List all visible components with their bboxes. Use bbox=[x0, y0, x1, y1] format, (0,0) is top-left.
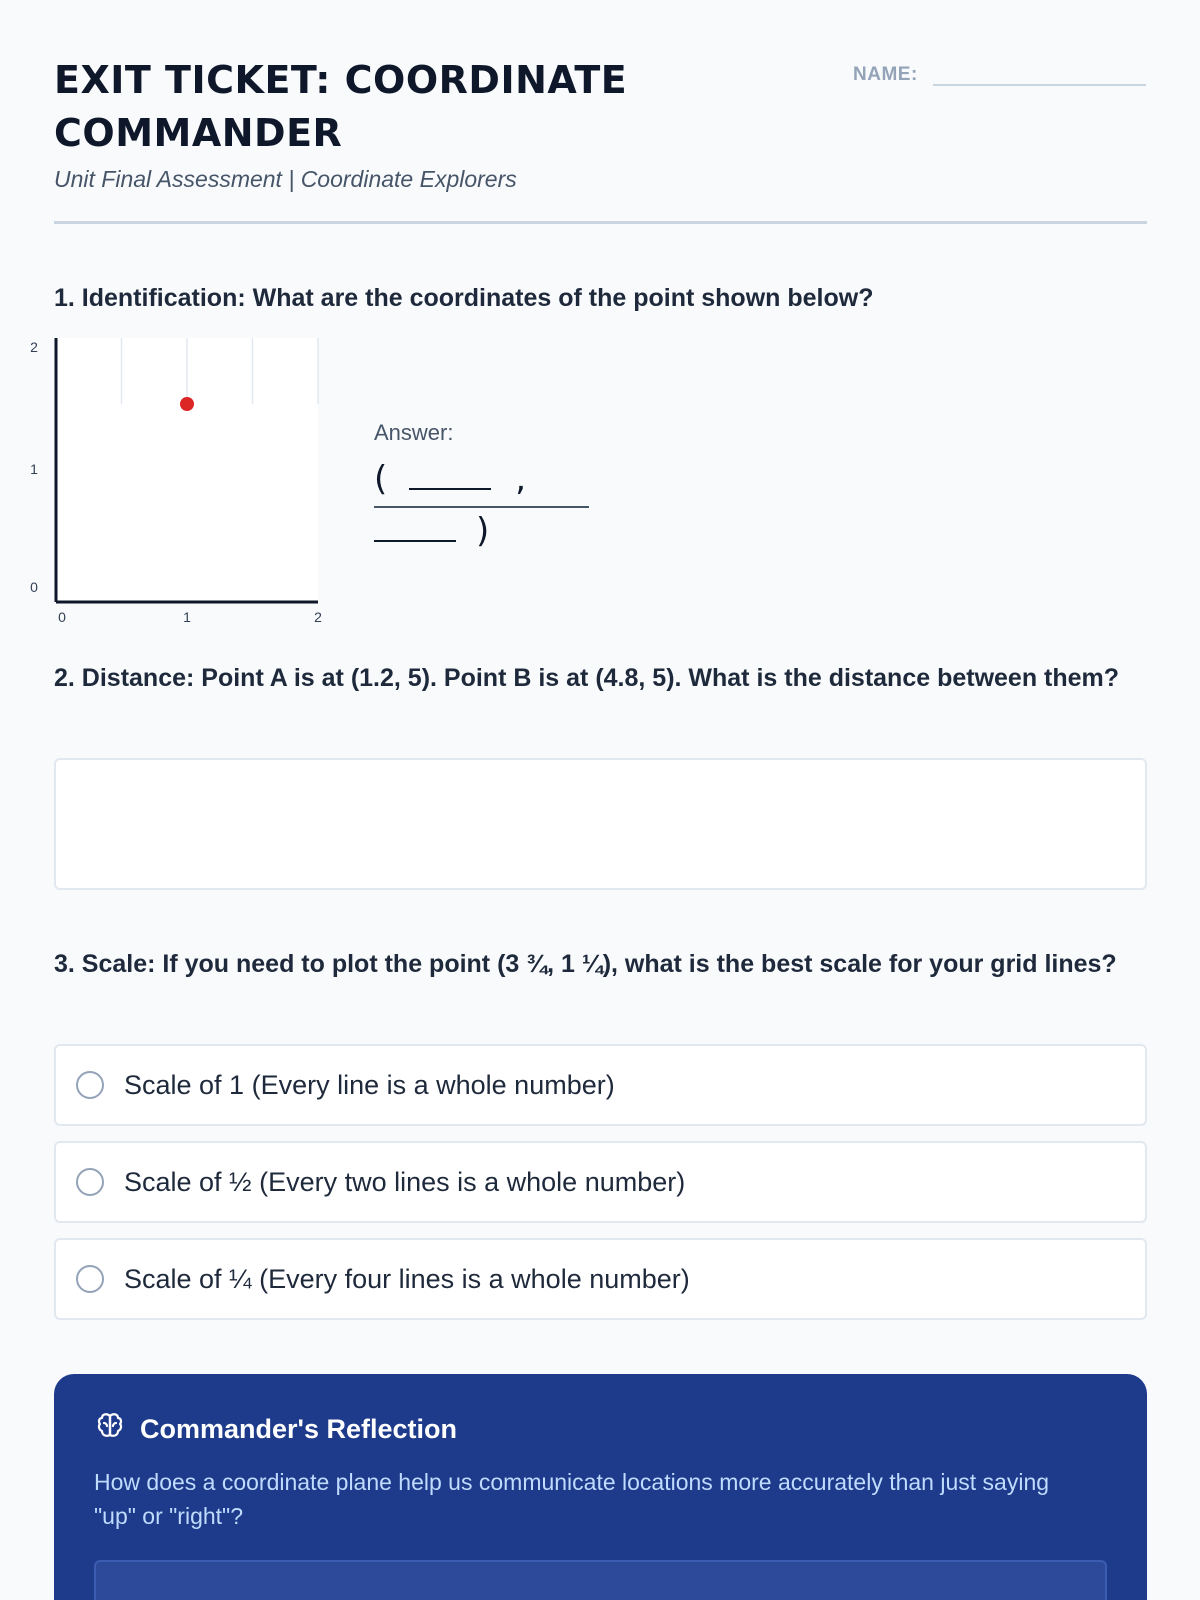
x-tick-label: 1 bbox=[183, 609, 191, 625]
open-paren: ( bbox=[374, 459, 388, 499]
question-2: 2. Distance: Point A is at (1.2, 5). Point B is at (4.8, 5). What is the distance between them? bbox=[54, 664, 1120, 692]
radio-button[interactable] bbox=[76, 1168, 104, 1196]
option-label: Scale of ¼ (Every four lines is a whole number) bbox=[124, 1263, 690, 1294]
answer-row-1 bbox=[374, 456, 589, 508]
reflection-prompt: How does a coordinate plane help us communicate locations more accurately than just saying "up" or "right"? bbox=[94, 1469, 1050, 1529]
reflection-card bbox=[54, 1374, 1147, 1600]
reflection-input[interactable] bbox=[94, 1560, 1107, 1600]
coordinate-graph-svg bbox=[22, 330, 332, 630]
q3-option-2[interactable] bbox=[54, 1141, 1147, 1223]
answer-label: Answer: bbox=[374, 420, 454, 445]
reflection-title: Commander's Reflection bbox=[140, 1414, 457, 1444]
x-tick-label: 2 bbox=[314, 609, 322, 625]
q3-option-1[interactable] bbox=[54, 1044, 1147, 1126]
page-subtitle: Unit Final Assessment | Coordinate Explorers bbox=[54, 166, 517, 192]
answer-row-2 bbox=[374, 511, 489, 551]
name-label: NAME: bbox=[853, 64, 918, 85]
x-answer-blank[interactable] bbox=[409, 462, 491, 490]
q1-answer bbox=[374, 420, 589, 554]
y-answer-blank[interactable] bbox=[374, 514, 456, 542]
option-label: Scale of ½ (Every two lines is a whole number) bbox=[124, 1166, 686, 1197]
x-tick-label: 0 bbox=[58, 609, 66, 625]
q2-answer-box[interactable] bbox=[54, 758, 1147, 890]
close-paren: ) bbox=[476, 511, 490, 551]
page-title: EXIT TICKET: COORDINATE COMMANDER bbox=[54, 58, 628, 155]
y-tick-label: 1 bbox=[30, 461, 38, 477]
option-label: Scale of 1 (Every line is a whole number) bbox=[124, 1069, 615, 1100]
question-3: 3. Scale: If you need to plot the point (3 ¾, 1 ¼), what is the best scale for your grid lines? bbox=[54, 950, 1117, 978]
name-field-group bbox=[853, 56, 1146, 86]
coordinate-graph bbox=[22, 330, 332, 630]
worksheet-header bbox=[54, 54, 1147, 224]
answer-blank[interactable] bbox=[374, 456, 589, 554]
data-point bbox=[180, 397, 194, 411]
y-tick-label: 0 bbox=[30, 579, 38, 595]
radio-button[interactable] bbox=[76, 1265, 104, 1293]
q3-option-3[interactable] bbox=[54, 1238, 1147, 1320]
comma: , bbox=[515, 459, 527, 499]
name-input-line[interactable] bbox=[933, 56, 1146, 86]
reflection-title-row bbox=[94, 1410, 1107, 1449]
radio-button[interactable] bbox=[76, 1071, 104, 1099]
y-tick-label: 2 bbox=[30, 339, 38, 355]
question-1: 1. Identification: What are the coordinates of the point shown below? bbox=[54, 284, 874, 312]
brain-icon bbox=[94, 1410, 140, 1449]
